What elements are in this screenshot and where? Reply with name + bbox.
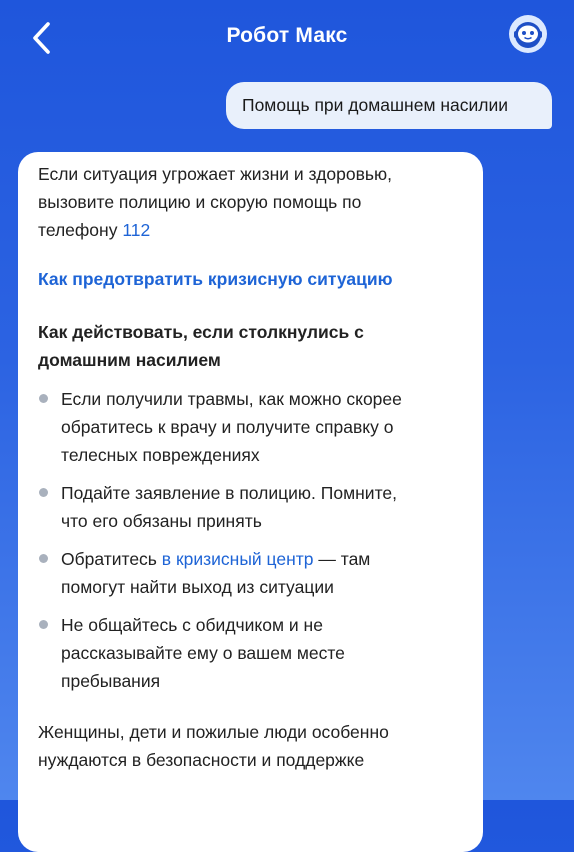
bullet-3-suffix: — там (313, 549, 371, 569)
chat-header (0, 0, 574, 80)
bullet-dot (39, 488, 48, 497)
bullet-4-line1: Не общайтесь с обидчиком и не (61, 615, 323, 635)
bullet-dot (39, 394, 48, 403)
closing-text-line1: Женщины, дети и пожилые люди особенно (38, 722, 389, 742)
intro-text-line3 (38, 216, 150, 244)
bullet-1-line1: Если получили травмы, как можно скорее (61, 389, 402, 409)
bullet-dot (39, 620, 48, 629)
closing-text-line2: нуждаются в безопасности и поддержке (38, 750, 365, 770)
bullet-3-line1 (61, 545, 370, 573)
intro-text-line2: вызовите полицию и скорую помощь по (38, 192, 362, 212)
bullet-4-line2: рассказывайте ему о вашем месте (61, 643, 345, 663)
user-message-text: Помощь при домашнем насилии (242, 95, 509, 115)
robot-avatar-icon[interactable] (508, 14, 548, 54)
bullet-1-line3: телесных повреждениях (61, 445, 260, 465)
bullet-2-line1: Подайте заявление в полицию. Помните, (61, 483, 397, 503)
section-heading-line1: Как действовать, если столкнулись с (38, 322, 364, 342)
bullet-4-line3: пребывания (61, 671, 161, 691)
bullet-dot (39, 554, 48, 563)
intro-text-line1: Если ситуация угрожает жизни и здоровью, (38, 164, 392, 184)
crisis-center-link[interactable]: в кризисный центр (161, 549, 314, 569)
phone-link[interactable]: 112 (122, 220, 151, 240)
bullet-3-line2: помогут найти выход из ситуации (61, 577, 334, 597)
bot-message-card (18, 152, 483, 852)
prevent-crisis-link[interactable]: Как предотвратить кризисную ситуацию (38, 269, 393, 289)
section-heading-line2: домашним насилием (38, 350, 221, 370)
intro-text-prefix: телефону (38, 220, 123, 240)
bullet-2-line2: что его обязаны принять (61, 511, 262, 531)
chat-title: Робот Макс (226, 24, 348, 47)
bullet-3-prefix: Обратитесь (61, 549, 162, 569)
bullet-1-line2: обратитесь к врачу и получите справку о (61, 417, 394, 437)
user-message-bubble (226, 82, 552, 129)
